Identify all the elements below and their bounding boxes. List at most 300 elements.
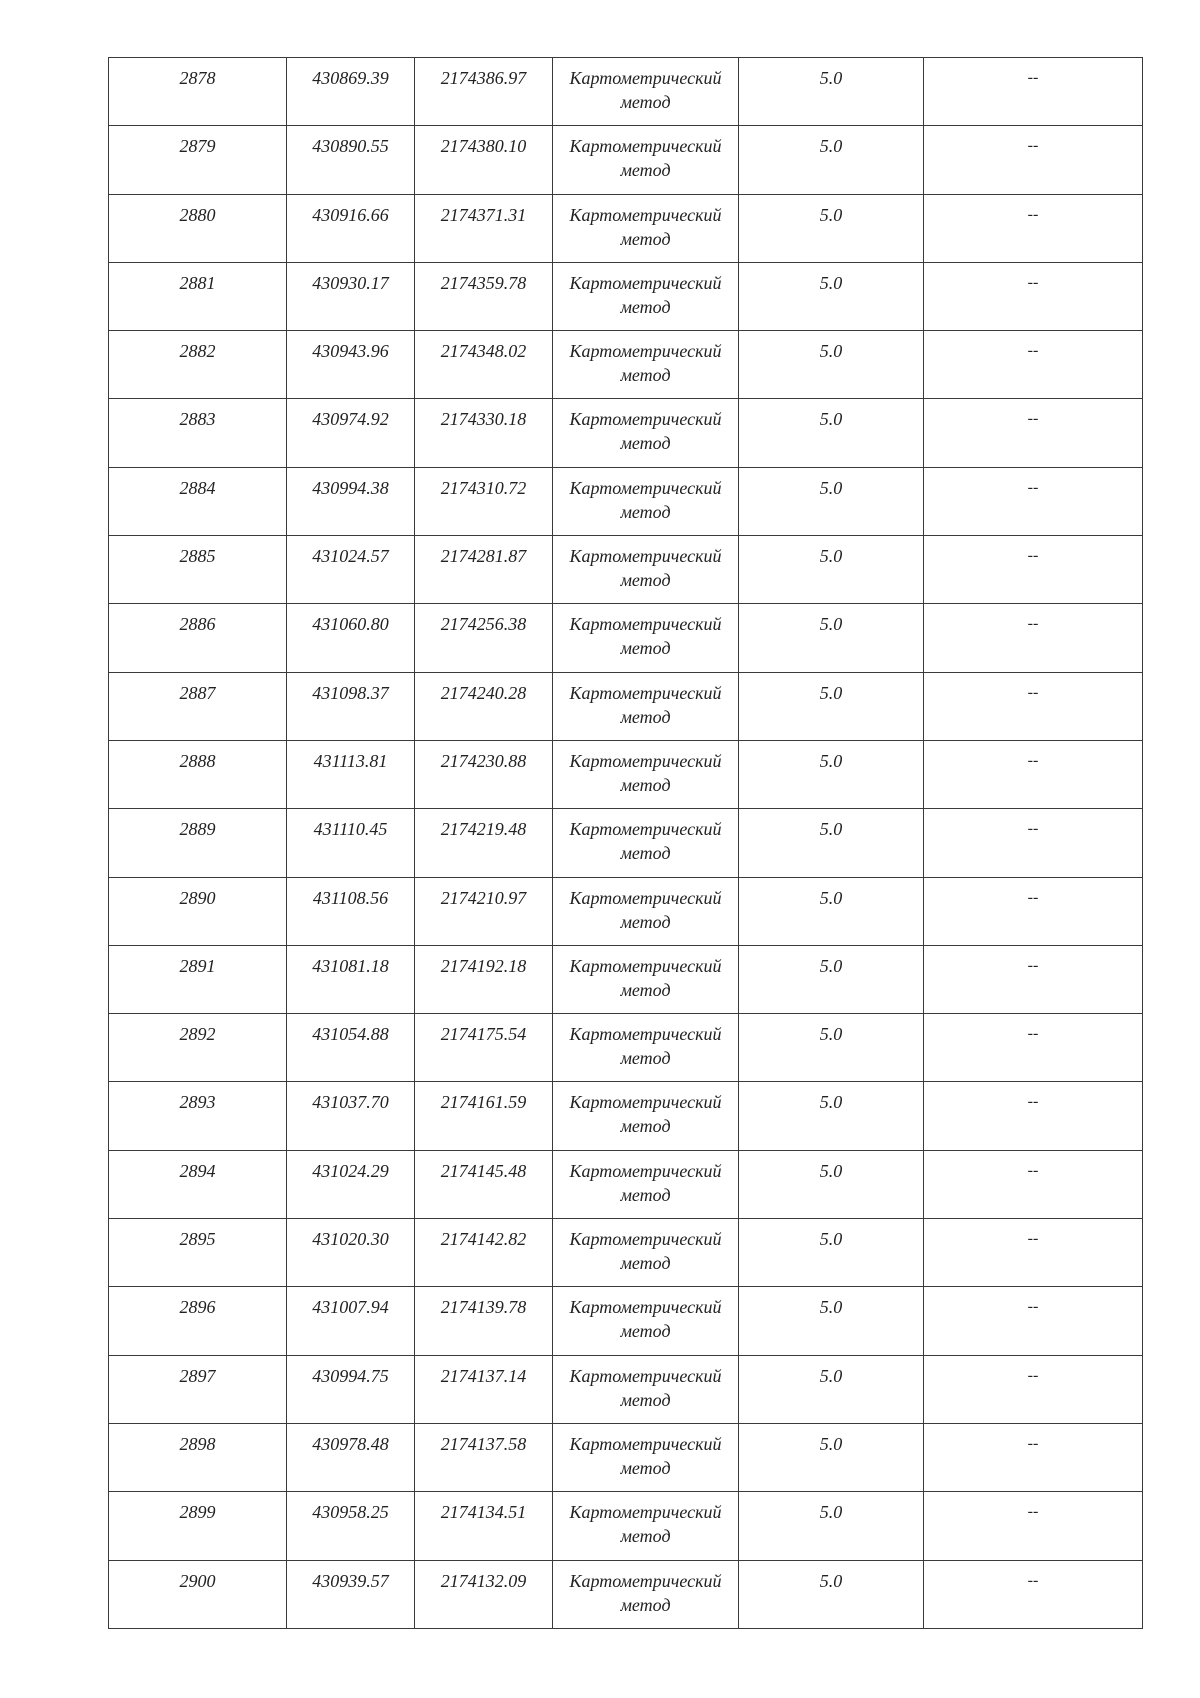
point-number-cell [109, 1492, 287, 1560]
x-coordinate-cell [287, 126, 415, 194]
method-line-2: метод [620, 570, 671, 591]
x-coordinate-cell [287, 1423, 415, 1491]
method-line-2: метод [620, 296, 671, 317]
note-cell [924, 740, 1143, 808]
y-coordinate-value: 2174175.54 [440, 1024, 527, 1045]
accuracy-cell [739, 1219, 924, 1287]
point-number-cell [109, 399, 287, 467]
method-line-1: Картометрический [569, 614, 722, 635]
point-number-cell [109, 1560, 287, 1628]
method-cell [553, 877, 739, 945]
method-text [553, 1082, 738, 1138]
y-coordinate-value: 2174132.09 [440, 1570, 527, 1591]
point-number-value: 2886 [179, 614, 216, 635]
note-cell [924, 1560, 1143, 1628]
point-number-value: 2881 [179, 272, 216, 293]
y-coordinate-cell [415, 194, 553, 262]
method-text [553, 468, 738, 524]
method-line-2: метод [620, 1594, 671, 1615]
method-text [553, 946, 738, 1002]
x-coordinate-value: 430958.25 [312, 1502, 389, 1523]
note-cell [924, 809, 1143, 877]
x-coordinate-value: 431108.56 [312, 887, 389, 908]
method-line-2: метод [620, 433, 671, 454]
y-coordinate-cell [415, 1014, 553, 1082]
y-coordinate-value: 2174137.14 [440, 1365, 527, 1386]
accuracy-value: 5.0 [819, 341, 843, 362]
accuracy-value: 5.0 [819, 682, 843, 703]
accuracy-cell [739, 262, 924, 330]
point-number-cell [109, 126, 287, 194]
y-coordinate-value: 2174134.51 [440, 1502, 527, 1523]
y-coordinate-cell [415, 126, 553, 194]
point-number-cell [109, 1287, 287, 1355]
accuracy-value: 5.0 [819, 1160, 843, 1181]
point-number-cell [109, 536, 287, 604]
x-coordinate-value: 431054.88 [312, 1024, 389, 1045]
table-row [109, 1150, 1143, 1218]
method-line-2: метод [620, 1389, 671, 1410]
y-coordinate-value: 2174371.31 [440, 204, 527, 225]
point-number-value: 2884 [179, 477, 216, 498]
y-coordinate-value: 2174256.38 [440, 614, 527, 635]
note-value: -- [1027, 683, 1039, 701]
method-line-2: метод [620, 365, 671, 386]
accuracy-value: 5.0 [819, 1024, 843, 1045]
method-line-2: метод [620, 843, 671, 864]
method-cell [553, 1287, 739, 1355]
table-row [109, 1560, 1143, 1628]
method-line-2: метод [620, 1457, 671, 1478]
method-line-2: метод [620, 92, 671, 112]
y-coordinate-value: 2174192.18 [440, 955, 527, 976]
method-cell [553, 1560, 739, 1628]
accuracy-value: 5.0 [819, 1502, 843, 1523]
note-value: -- [1027, 478, 1039, 496]
accuracy-value: 5.0 [819, 68, 843, 88]
method-cell [553, 1082, 739, 1150]
accuracy-value: 5.0 [819, 887, 843, 908]
method-cell [553, 1014, 739, 1082]
note-value: -- [1027, 410, 1039, 428]
point-number-cell [109, 1423, 287, 1491]
method-line-1: Картометрический [569, 682, 722, 703]
note-value: -- [1027, 1503, 1039, 1521]
x-coordinate-value: 430939.57 [312, 1570, 389, 1591]
method-text [553, 1219, 738, 1275]
y-coordinate-value: 2174145.48 [440, 1160, 527, 1181]
point-number-cell [109, 604, 287, 672]
y-coordinate-cell [415, 1082, 553, 1150]
y-coordinate-value: 2174230.88 [440, 750, 527, 771]
x-coordinate-cell [287, 194, 415, 262]
y-coordinate-value: 2174137.58 [440, 1433, 527, 1454]
table-row [109, 399, 1143, 467]
y-coordinate-cell [415, 604, 553, 672]
point-number-cell [109, 1355, 287, 1423]
method-line-1: Картометрический [569, 1297, 722, 1318]
method-text [553, 1287, 738, 1343]
note-cell [924, 877, 1143, 945]
accuracy-cell [739, 672, 924, 740]
x-coordinate-value: 430890.55 [312, 136, 389, 157]
y-coordinate-cell [415, 262, 553, 330]
accuracy-cell [739, 1423, 924, 1491]
y-coordinate-cell [415, 1355, 553, 1423]
method-line-2: метод [620, 1321, 671, 1342]
note-cell [924, 126, 1143, 194]
x-coordinate-cell [287, 58, 415, 126]
method-text [553, 1151, 738, 1207]
method-text [553, 673, 738, 729]
y-coordinate-value: 2174139.78 [440, 1297, 527, 1318]
point-number-cell [109, 1150, 287, 1218]
x-coordinate-cell [287, 809, 415, 877]
accuracy-cell [739, 194, 924, 262]
table-row [109, 1423, 1143, 1491]
x-coordinate-value: 430974.92 [312, 409, 389, 430]
method-line-1: Картометрический [569, 1433, 722, 1454]
table-row [109, 740, 1143, 808]
y-coordinate-cell [415, 1287, 553, 1355]
method-line-2: метод [620, 1048, 671, 1069]
accuracy-cell [739, 58, 924, 126]
method-cell [553, 1219, 739, 1287]
method-line-1: Картометрический [569, 477, 722, 498]
method-line-2: метод [620, 911, 671, 932]
note-value: -- [1027, 342, 1039, 360]
point-number-cell [109, 945, 287, 1013]
method-cell [553, 672, 739, 740]
x-coordinate-value: 431060.80 [312, 614, 389, 635]
accuracy-value: 5.0 [819, 1570, 843, 1591]
note-cell [924, 1150, 1143, 1218]
note-cell [924, 1082, 1143, 1150]
method-line-2: метод [620, 501, 671, 522]
method-line-1: Картометрический [569, 1024, 722, 1045]
x-coordinate-cell [287, 399, 415, 467]
method-line-1: Картометрический [569, 1229, 722, 1250]
point-number-value: 2885 [179, 546, 216, 567]
method-text [553, 604, 738, 660]
method-text [553, 263, 738, 319]
point-number-value: 2889 [179, 819, 216, 840]
note-cell [924, 1287, 1143, 1355]
point-number-value: 2895 [179, 1229, 216, 1250]
point-number-cell [109, 467, 287, 535]
accuracy-value: 5.0 [819, 819, 843, 840]
note-value: -- [1027, 205, 1039, 223]
point-number-value: 2887 [179, 682, 216, 703]
note-cell [924, 331, 1143, 399]
accuracy-value: 5.0 [819, 204, 843, 225]
y-coordinate-cell [415, 740, 553, 808]
method-line-2: метод [620, 774, 671, 795]
accuracy-value: 5.0 [819, 750, 843, 771]
method-text [553, 195, 738, 251]
table-row [109, 945, 1143, 1013]
accuracy-value: 5.0 [819, 1092, 843, 1113]
method-line-2: метод [620, 1253, 671, 1274]
point-number-value: 2883 [179, 409, 216, 430]
note-cell [924, 604, 1143, 672]
note-value: -- [1027, 137, 1039, 155]
x-coordinate-cell [287, 1219, 415, 1287]
x-coordinate-value: 430978.48 [312, 1433, 389, 1454]
x-coordinate-value: 430916.66 [312, 204, 389, 225]
x-coordinate-cell [287, 672, 415, 740]
y-coordinate-value: 2174380.10 [440, 136, 527, 157]
x-coordinate-value: 431024.29 [312, 1160, 389, 1181]
note-value: -- [1027, 615, 1039, 633]
note-value: -- [1027, 1230, 1039, 1248]
method-text [553, 58, 738, 114]
note-value: -- [1027, 956, 1039, 974]
y-coordinate-cell [415, 1423, 553, 1491]
x-coordinate-cell [287, 1150, 415, 1218]
accuracy-cell [739, 1560, 924, 1628]
method-cell [553, 1423, 739, 1491]
method-line-2: метод [620, 160, 671, 181]
point-number-cell [109, 1014, 287, 1082]
method-cell [553, 194, 739, 262]
method-line-1: Картометрический [569, 136, 722, 157]
x-coordinate-value: 430869.39 [312, 68, 389, 88]
note-value: -- [1027, 888, 1039, 906]
table-row [109, 604, 1143, 672]
method-cell [553, 1150, 739, 1218]
method-text [553, 1492, 738, 1548]
point-number-cell [109, 1219, 287, 1287]
y-coordinate-cell [415, 1492, 553, 1560]
accuracy-cell [739, 1287, 924, 1355]
x-coordinate-cell [287, 740, 415, 808]
method-line-1: Картометрический [569, 955, 722, 976]
accuracy-cell [739, 1082, 924, 1150]
point-number-value: 2899 [179, 1502, 216, 1523]
point-number-cell [109, 877, 287, 945]
x-coordinate-value: 430994.38 [312, 477, 389, 498]
method-text [553, 331, 738, 387]
x-coordinate-value: 431110.45 [313, 819, 388, 840]
point-number-cell [109, 262, 287, 330]
method-cell [553, 331, 739, 399]
y-coordinate-value: 2174348.02 [440, 341, 527, 362]
method-cell [553, 945, 739, 1013]
note-cell [924, 194, 1143, 262]
coordinates-table [108, 57, 1143, 1629]
accuracy-value: 5.0 [819, 955, 843, 976]
method-line-1: Картометрический [569, 546, 722, 567]
y-coordinate-value: 2174386.97 [440, 68, 527, 88]
method-line-1: Картометрический [569, 1365, 722, 1386]
method-text [553, 126, 738, 182]
table-row [109, 126, 1143, 194]
method-text [553, 741, 738, 797]
note-value: -- [1027, 1366, 1039, 1384]
method-line-1: Картометрический [569, 409, 722, 430]
y-coordinate-cell [415, 1150, 553, 1218]
x-coordinate-value: 431007.94 [312, 1297, 389, 1318]
point-number-value: 2880 [179, 204, 216, 225]
note-value: -- [1027, 751, 1039, 769]
accuracy-cell [739, 399, 924, 467]
accuracy-value: 5.0 [819, 136, 843, 157]
y-coordinate-cell [415, 809, 553, 877]
method-line-1: Картометрический [569, 68, 722, 88]
point-number-value: 2882 [179, 341, 216, 362]
method-line-1: Картометрический [569, 204, 722, 225]
point-number-value: 2890 [179, 887, 216, 908]
table-row [109, 672, 1143, 740]
method-line-1: Картометрический [569, 750, 722, 771]
note-cell [924, 58, 1143, 126]
accuracy-cell [739, 604, 924, 672]
y-coordinate-value: 2174210.97 [440, 887, 527, 908]
x-coordinate-value: 431024.57 [312, 546, 389, 567]
x-coordinate-value: 431098.37 [312, 682, 389, 703]
method-cell [553, 536, 739, 604]
method-cell [553, 1355, 739, 1423]
point-number-value: 2891 [179, 955, 216, 976]
point-number-value: 2896 [179, 1297, 216, 1318]
point-number-value: 2878 [179, 68, 216, 88]
x-coordinate-cell [287, 945, 415, 1013]
table-row [109, 1492, 1143, 1560]
method-line-1: Картометрический [569, 1502, 722, 1523]
method-cell [553, 126, 739, 194]
point-number-cell [109, 331, 287, 399]
note-value: -- [1027, 1298, 1039, 1316]
accuracy-value: 5.0 [819, 1365, 843, 1386]
method-line-2: метод [620, 1184, 671, 1205]
table-row [109, 1287, 1143, 1355]
method-line-2: метод [620, 228, 671, 249]
note-cell [924, 262, 1143, 330]
point-number-value: 2892 [179, 1024, 216, 1045]
table-row [109, 809, 1143, 877]
accuracy-value: 5.0 [819, 1433, 843, 1454]
x-coordinate-cell [287, 1355, 415, 1423]
method-cell [553, 1492, 739, 1560]
y-coordinate-value: 2174281.87 [440, 546, 527, 567]
y-coordinate-value: 2174330.18 [440, 409, 527, 430]
point-number-value: 2900 [179, 1570, 216, 1591]
x-coordinate-cell [287, 877, 415, 945]
note-value: -- [1027, 1571, 1039, 1589]
note-cell [924, 399, 1143, 467]
accuracy-value: 5.0 [819, 409, 843, 430]
accuracy-value: 5.0 [819, 614, 843, 635]
coordinates-table-body [109, 58, 1143, 1629]
y-coordinate-value: 2174240.28 [440, 682, 527, 703]
method-cell [553, 604, 739, 672]
table-row [109, 58, 1143, 126]
method-text [553, 1561, 738, 1617]
accuracy-cell [739, 1492, 924, 1560]
accuracy-cell [739, 809, 924, 877]
y-coordinate-cell [415, 58, 553, 126]
note-value: -- [1027, 820, 1039, 838]
y-coordinate-cell [415, 467, 553, 535]
method-cell [553, 467, 739, 535]
note-cell [924, 1219, 1143, 1287]
point-number-value: 2888 [179, 750, 216, 771]
y-coordinate-cell [415, 672, 553, 740]
x-coordinate-cell [287, 604, 415, 672]
point-number-value: 2897 [179, 1365, 216, 1386]
table-row [109, 194, 1143, 262]
accuracy-value: 5.0 [819, 477, 843, 498]
accuracy-value: 5.0 [819, 1297, 843, 1318]
x-coordinate-cell [287, 1492, 415, 1560]
method-text [553, 878, 738, 934]
point-number-value: 2894 [179, 1160, 216, 1181]
y-coordinate-cell [415, 399, 553, 467]
method-line-2: метод [620, 1116, 671, 1137]
point-number-cell [109, 58, 287, 126]
y-coordinate-value: 2174359.78 [440, 272, 527, 293]
method-text [553, 536, 738, 592]
accuracy-cell [739, 1014, 924, 1082]
x-coordinate-value: 431081.18 [312, 955, 389, 976]
accuracy-cell [739, 1150, 924, 1218]
note-value: -- [1027, 1025, 1039, 1043]
x-coordinate-cell [287, 1082, 415, 1150]
accuracy-cell [739, 877, 924, 945]
note-value: -- [1027, 273, 1039, 291]
y-coordinate-cell [415, 877, 553, 945]
y-coordinate-cell [415, 945, 553, 1013]
accuracy-cell [739, 536, 924, 604]
method-text [553, 399, 738, 455]
note-cell [924, 1014, 1143, 1082]
accuracy-cell [739, 945, 924, 1013]
table-row [109, 536, 1143, 604]
method-line-1: Картометрический [569, 1570, 722, 1591]
note-value: -- [1027, 1434, 1039, 1452]
point-number-value: 2893 [179, 1092, 216, 1113]
accuracy-cell [739, 1355, 924, 1423]
point-number-cell [109, 672, 287, 740]
accuracy-cell [739, 467, 924, 535]
accuracy-value: 5.0 [819, 546, 843, 567]
point-number-cell [109, 194, 287, 262]
accuracy-value: 5.0 [819, 272, 843, 293]
note-cell [924, 536, 1143, 604]
method-text [553, 1356, 738, 1412]
y-coordinate-cell [415, 1219, 553, 1287]
point-number-cell [109, 740, 287, 808]
method-cell [553, 740, 739, 808]
method-line-2: метод [620, 1526, 671, 1547]
method-text [553, 1014, 738, 1070]
note-value: -- [1027, 1093, 1039, 1111]
note-value: -- [1027, 547, 1039, 565]
point-number-cell [109, 809, 287, 877]
accuracy-cell [739, 331, 924, 399]
method-cell [553, 262, 739, 330]
y-coordinate-value: 2174142.82 [440, 1229, 527, 1250]
x-coordinate-value: 430930.17 [312, 272, 389, 293]
method-line-2: метод [620, 706, 671, 727]
note-value: -- [1027, 1161, 1039, 1179]
method-line-1: Картометрический [569, 819, 722, 840]
accuracy-cell [739, 126, 924, 194]
x-coordinate-value: 430994.75 [312, 1365, 389, 1386]
table-row [109, 1219, 1143, 1287]
point-number-cell [109, 1082, 287, 1150]
